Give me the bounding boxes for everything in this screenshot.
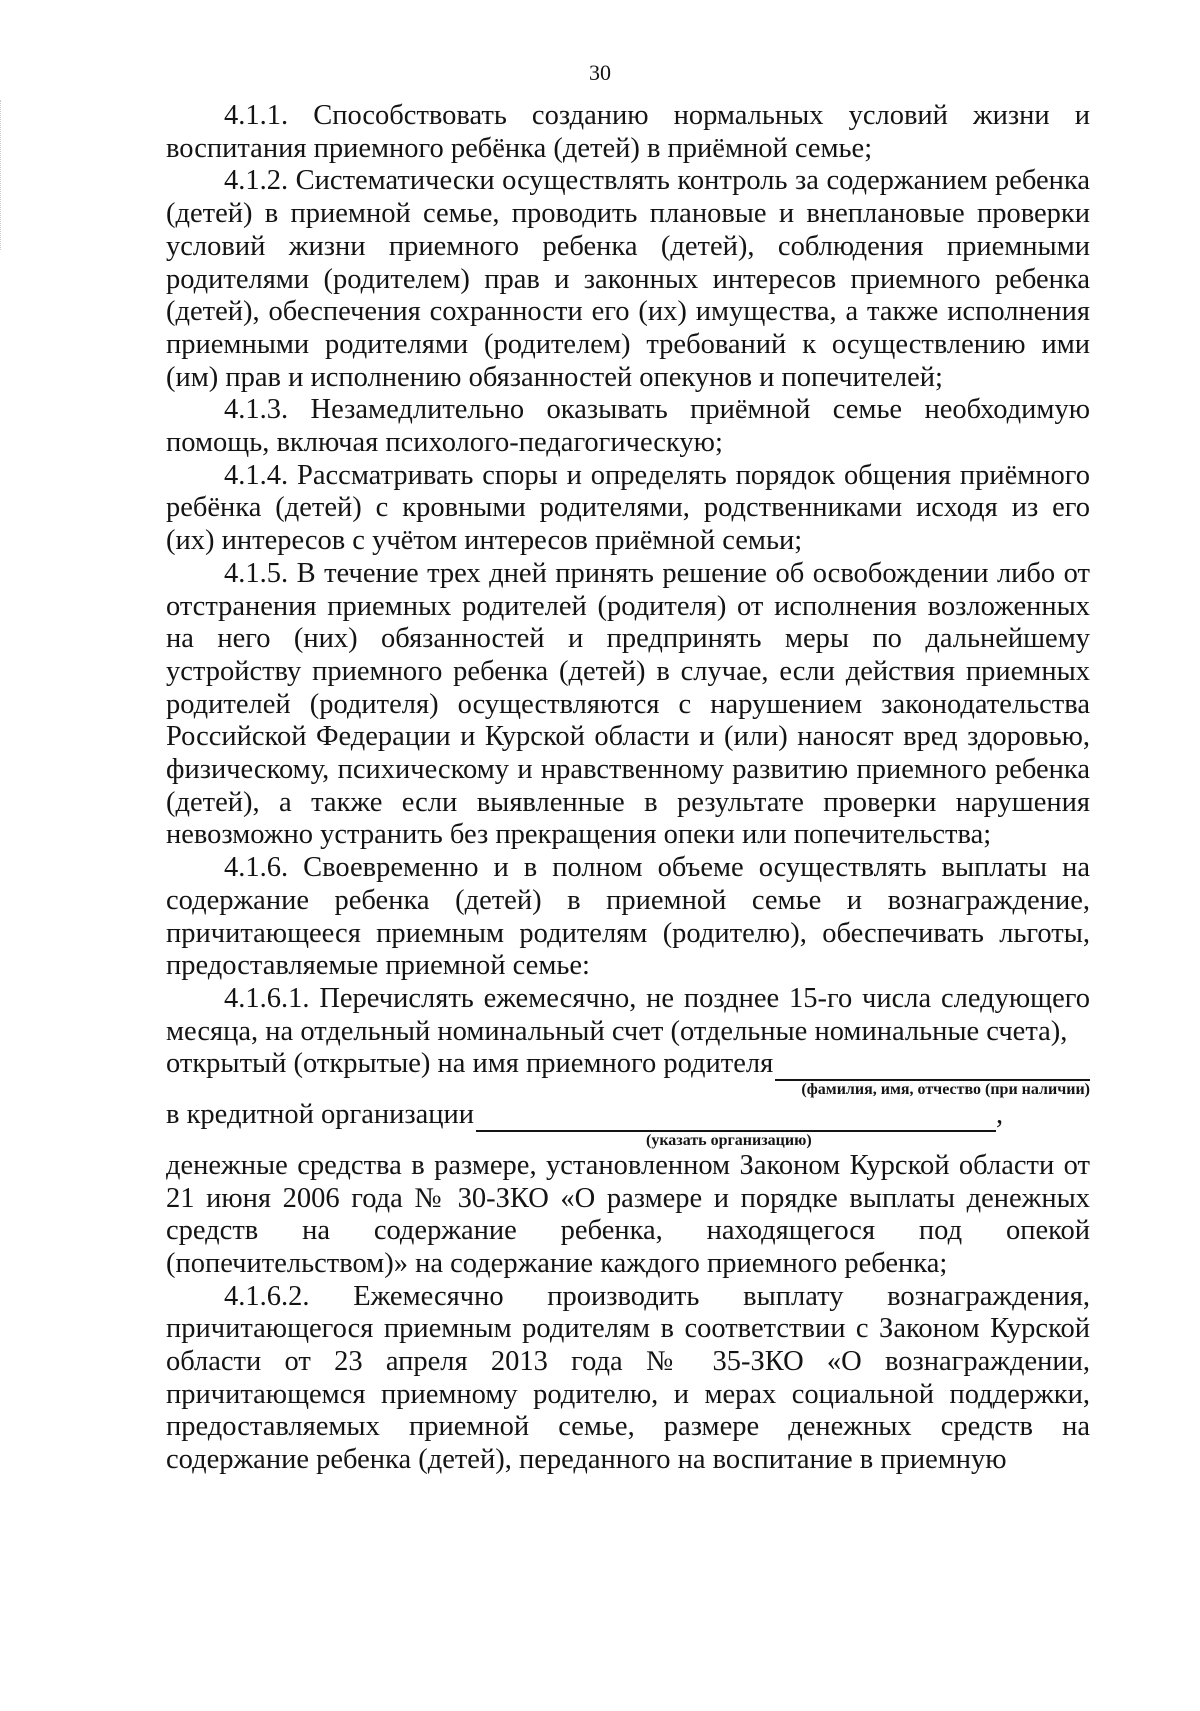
bank-line — [166, 1099, 1090, 1132]
bank-label: в кредитной организации — [166, 1099, 475, 1131]
parent-name-blank — [775, 1057, 1090, 1081]
bank-caption: (указать организацию) — [646, 1131, 812, 1149]
paragraph-4-1-3: 4.1.3. Незамедлительно оказывать приёмной семье необходимую помощь, включая психолого-педагогическую; — [166, 394, 1090, 459]
paragraph-4-1-6-2: 4.1.6.2. Ежемесячно производить выплату вознаграждения, причитающегося приемным родителям в соответствии с Законом Курской области от 23 апреля 2013 года № 35-ЗКО «О вознаграждении, причитающемся приемному родителю, и мерах социальной поддержки, предоставляемых приемной семье, размере денежных средств на содержание ребенка (детей), переданного на воспитание в приемную — [166, 1280, 1090, 1476]
parent-name-line — [166, 1048, 1090, 1081]
paragraph-4-1-1: 4.1.1. Способствовать созданию нормальных условий жизни и воспитания приемного ребёнка (детей) в приёмной семье; — [166, 100, 1090, 164]
paragraph-4-1-4: 4.1.4. Рассматривать споры и определять порядок общения приёмного ребёнка (детей) с кровными родителями, родственниками исходя из его (их) интересов с учётом интересов приёмной семьи; — [166, 459, 1090, 557]
bank-blank — [476, 1108, 996, 1132]
paragraph-4-1-6: 4.1.6. Своевременно и в полном объеме осуществлять выплаты на содержание ребенка (детей) в приемной семье и вознаграждение, причитающееся приемным родителям (родителю), обеспечивать льготы, предоставляемые приемной семье: — [166, 852, 1090, 982]
parent-name-caption: (фамилия, имя, отчество (при наличии) — [801, 1081, 1090, 1099]
parent-name-label: открытый (открытые) на имя приемного родителя — [166, 1048, 774, 1080]
scan-margin-marks — [0, 100, 5, 250]
page-number: 30 — [589, 60, 611, 85]
paragraph-4-1-2: 4.1.2. Систематически осуществлять контроль за содержанием ребенка (детей) в приемной семье, проводить плановые и внеплановые проверки условий жизни приемного ребенка (детей), соблюдения приемными родителями (родителем) прав и законных интересов приемного ребенка (детей), обеспечения сохранности его (их) имущества, а также исполнения приемными родителями (родителем) требований к осуществлению ими (им) прав и исполнению обязанностей опекунов и попечителей; — [166, 165, 1090, 393]
document-body — [166, 100, 1090, 1477]
paragraph-4-1-5: 4.1.5. В течение трех дней принять решение об освобождении либо от отстранения приемных родителей (родителя) от исполнения возложенных на него (них) обязанностей и предпринять меры по дальнейшему устройству приемного ребенка (детей) в случае, если действия приемных родителей (родителя) осуществляются с нарушением законодательства Российской Федерации и Курской области и (или) наносят вред здоровью, физическому, психическому и нравственному развитию приемного ребенка (детей), а также если выявленные в результате проверки нарушения невозможно устранить без прекращения опеки или попечительства; — [166, 557, 1090, 851]
paragraph-4-1-6-1: 4.1.6.1. Перечислять ежемесячно, не позднее 15-го числа следующего месяца, на отдельный номинальный счет (отдельные номинальные счета), — [166, 982, 1090, 1047]
bank-comma: , — [996, 1099, 1004, 1131]
paragraph-4-1-6-1-continued: денежные средства в размере, установленном Законом Курской области от 21 июня 2006 года № 30-ЗКО «О размере и порядке выплаты денежных средств на содержание ребенка, находящегося под опекой (попечительством)» на содержание каждого приемного ребенка; — [166, 1149, 1090, 1279]
